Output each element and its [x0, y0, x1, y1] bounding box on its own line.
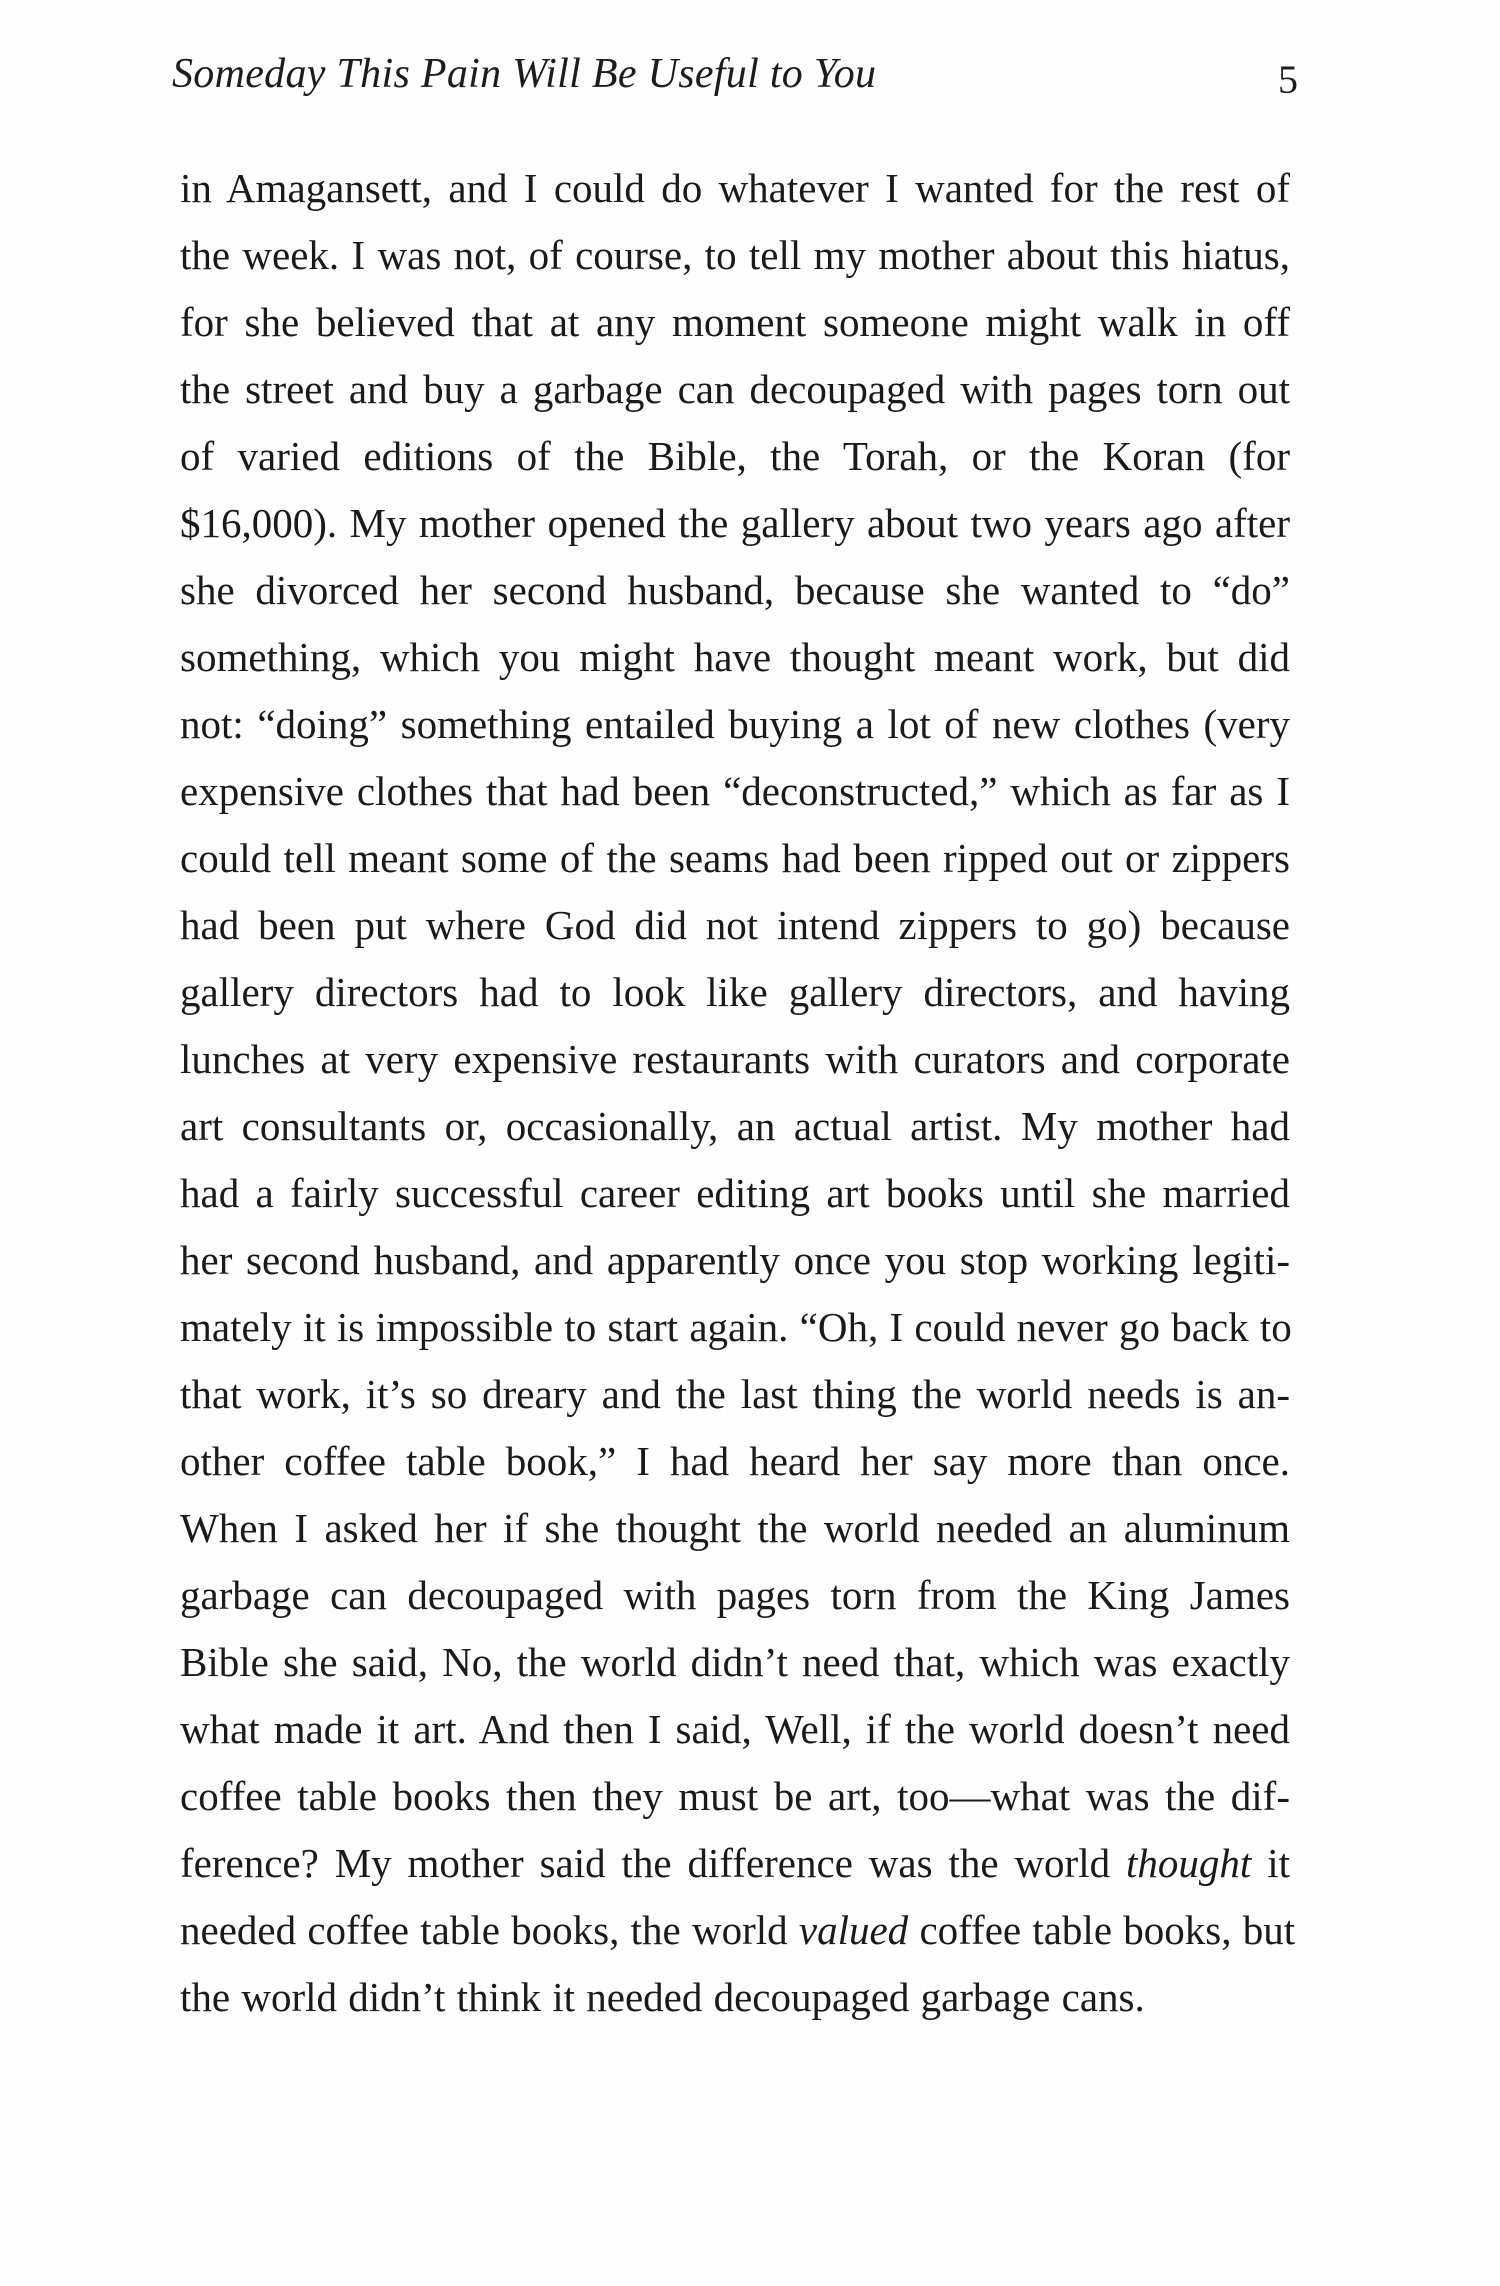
- text-line: lunches at very expensive restaurants with curators and corporate: [180, 1036, 1290, 1082]
- text-line: of varied editions of the Bible, the Torah, or the Koran (for: [180, 433, 1290, 479]
- text-line: gallery directors had to look like gallery directors, and having: [180, 969, 1290, 1015]
- text-line: that work, it’s so dreary and the last thing the world needs is an-: [180, 1371, 1290, 1417]
- text-line: other coffee table book,” I had heard her say more than once.: [180, 1438, 1290, 1484]
- text-line-with-emphasis: [180, 1830, 1290, 1897]
- text-line: what made it art. And then I said, Well, if the world doesn’t need: [180, 1706, 1290, 1752]
- text-line: When I asked her if she thought the world needed an aluminum: [180, 1505, 1290, 1551]
- text-segment: ference? My mother said the difference was the world: [180, 1840, 1126, 1886]
- text-line: $16,000). My mother opened the gallery about two years ago after: [180, 500, 1290, 546]
- text-line-with-emphasis: [180, 1897, 1296, 1964]
- text-line: the street and buy a garbage can decoupaged with pages torn out: [180, 366, 1290, 412]
- text-line: Bible she said, No, the world didn’t need that, which was exactly: [180, 1639, 1290, 1685]
- text-segment: it: [1251, 1840, 1290, 1886]
- text-segment: needed coffee table books, the world: [180, 1907, 799, 1953]
- emphasis-valued: valued: [798, 1907, 909, 1953]
- emphasis-thought: thought: [1126, 1840, 1252, 1886]
- text-line: she divorced her second husband, because she wanted to “do”: [180, 567, 1290, 613]
- page-number: 5: [1278, 57, 1298, 102]
- text-line: could tell meant some of the seams had been ripped out or zippers: [180, 835, 1290, 881]
- text-line: for she believed that at any moment someone might walk in off: [180, 299, 1290, 345]
- text-line: art consultants or, occasionally, an actual artist. My mother had: [180, 1103, 1290, 1149]
- text-line: garbage can decoupaged with pages torn from the King James: [180, 1572, 1290, 1618]
- body-paragraph: [180, 155, 1296, 2031]
- text-line: coffee table books then they must be art, too—what was the dif-: [180, 1773, 1290, 1819]
- text-line: something, which you might have thought meant work, but did: [180, 634, 1290, 680]
- text-line: mately it is impossible to start again. “Oh, I could never go back to: [180, 1304, 1292, 1350]
- text-line: had a fairly successful career editing art books until she married: [180, 1170, 1290, 1216]
- text-line: not: “doing” something entailed buying a lot of new clothes (very: [180, 701, 1290, 747]
- running-title: Someday This Pain Will Be Useful to You: [172, 51, 877, 97]
- text-line: expensive clothes that had been “deconstructed,” which as far as I: [180, 768, 1290, 814]
- text-line: her second husband, and apparently once you stop working legiti-: [180, 1237, 1290, 1283]
- text-line: had been put where God did not intend zippers to go) because: [180, 902, 1290, 948]
- text-line: in Amagansett, and I could do whatever I wanted for the rest of: [180, 165, 1290, 211]
- text-line: the world didn’t think it needed decoupaged garbage cans.: [180, 1974, 1145, 2020]
- text-line: the week. I was not, of course, to tell my mother about this hiatus,: [180, 232, 1290, 278]
- text-segment: coffee table books, but: [908, 1907, 1296, 1953]
